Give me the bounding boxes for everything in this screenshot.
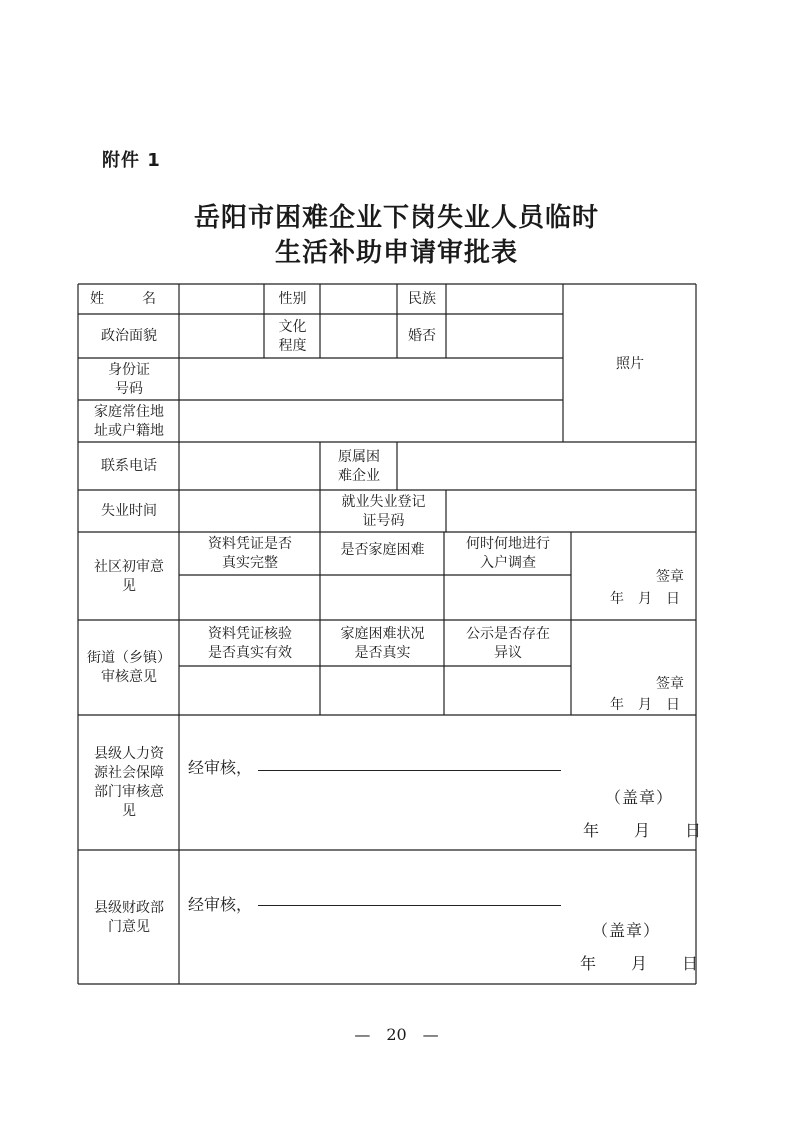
marital-status-label: 婚否 xyxy=(408,328,436,344)
community-col-hardship: 是否家庭困难 xyxy=(340,542,425,558)
former-company-field[interactable] xyxy=(398,443,696,490)
hr-seal-label: （盖章） xyxy=(605,788,674,807)
unemployment-time-label: 失业时间 xyxy=(101,503,157,519)
gender-field[interactable] xyxy=(321,285,397,314)
hr-date: 年 月 日 xyxy=(583,821,703,840)
finance-opinion-line[interactable] xyxy=(258,905,561,906)
form-title-line-1: 岳阳市困难企业下岗失业人员临时 xyxy=(193,203,599,233)
ethnicity-label: 民族 xyxy=(408,291,436,307)
name-field[interactable] xyxy=(180,285,264,314)
community-hardship-field[interactable] xyxy=(321,576,444,620)
street-date: 年 月 日 xyxy=(610,697,680,713)
street-col-publicity: 公示是否存在 异议 xyxy=(466,625,550,661)
hr-opinion-line[interactable] xyxy=(258,770,561,771)
attachment-label: 附件 1 xyxy=(102,150,161,171)
education-label: 文化 程度 xyxy=(278,318,307,354)
registration-number-label: 就业失业登记 证号码 xyxy=(341,493,426,529)
finance-seal-label: （盖章） xyxy=(592,921,661,940)
street-col-hardship: 家庭困难状况 是否真实 xyxy=(340,625,425,661)
id-number-label: 身份证 号码 xyxy=(108,361,150,397)
phone-label: 联系电话 xyxy=(101,458,157,474)
name-label: 姓 名 xyxy=(90,291,168,307)
id-number-field[interactable] xyxy=(180,359,563,400)
finance-review-label: 县级财政部 门意见 xyxy=(94,899,164,935)
street-hardship-field[interactable] xyxy=(321,667,444,715)
street-review-label: 街道（乡镇） 审核意见 xyxy=(87,650,171,685)
community-review-label: 社区初审意 见 xyxy=(94,558,164,594)
finance-date: 年 月 日 xyxy=(580,954,700,973)
photo-box[interactable]: 照片 xyxy=(616,356,644,372)
community-visit-field[interactable] xyxy=(445,576,571,620)
ethnicity-field[interactable] xyxy=(447,285,563,314)
address-label: 家庭常住地 址或户籍地 xyxy=(94,403,164,439)
education-field[interactable] xyxy=(321,315,397,358)
community-col-documents: 资料凭证是否 真实完整 xyxy=(208,536,292,571)
hr-review-label: 县级人力资 源社会保障 部门审核意 见 xyxy=(94,746,164,819)
address-field[interactable] xyxy=(180,401,563,442)
marital-status-field[interactable] xyxy=(447,315,563,358)
community-col-visit: 何时何地进行 入户调查 xyxy=(466,536,550,571)
gender-label: 性别 xyxy=(278,291,307,307)
page-number: — 20 — xyxy=(354,1025,439,1044)
community-date: 年 月 日 xyxy=(610,591,680,607)
street-seal-label: 签章 xyxy=(656,676,684,692)
political-status-label: 政治面貌 xyxy=(101,328,157,344)
registration-number-field[interactable] xyxy=(447,491,696,532)
street-col-documents: 资料凭证核验 是否真实有效 xyxy=(208,625,292,661)
political-status-field[interactable] xyxy=(180,315,264,358)
phone-field[interactable] xyxy=(180,443,320,490)
community-seal-label: 签章 xyxy=(656,569,684,585)
community-documents-field[interactable] xyxy=(180,576,320,620)
former-company-label: 原属困 难企业 xyxy=(338,448,380,484)
hr-reviewed-label: 经审核， xyxy=(188,758,253,777)
finance-reviewed-label: 经审核， xyxy=(188,895,253,914)
street-documents-field[interactable] xyxy=(180,667,320,715)
unemployment-time-field[interactable] xyxy=(180,491,320,532)
form-title-line-2: 生活补助申请审批表 xyxy=(274,238,518,268)
street-publicity-field[interactable] xyxy=(445,667,571,715)
